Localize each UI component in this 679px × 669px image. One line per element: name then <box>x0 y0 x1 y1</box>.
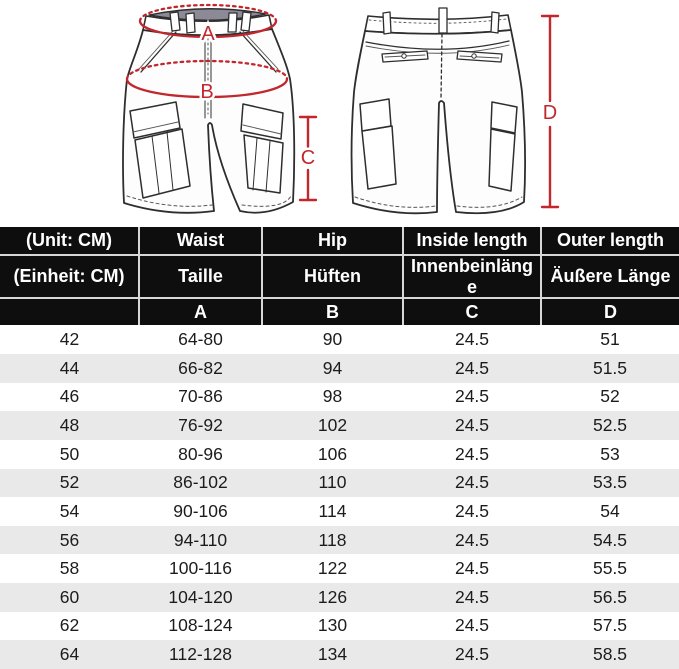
size-cell-size: 52 <box>59 472 80 493</box>
size-cell-outer-length: 51 <box>600 329 620 350</box>
size-cell-outer-length: 57.5 <box>592 615 628 636</box>
size-cell-outer-length: 53 <box>600 443 620 464</box>
size-cell-size: 58 <box>59 558 80 579</box>
size-cell-size: 50 <box>59 443 80 464</box>
size-cell-inside-length: 24.5 <box>454 644 490 665</box>
size-cell-outer-length: 51.5 <box>592 357 628 378</box>
size-cell-waist: 64-80 <box>178 329 223 350</box>
size-cell-size: 54 <box>59 500 80 521</box>
shorts-measurement-diagram <box>0 0 679 227</box>
size-cell-hip: 130 <box>317 615 348 636</box>
size-cell-inside-length: 24.5 <box>454 443 490 464</box>
header-row-english <box>0 227 679 255</box>
size-row-62 <box>0 612 679 641</box>
size-cell-waist: 80-96 <box>178 443 223 464</box>
size-row-64 <box>0 640 679 669</box>
size-cell-outer-length: 54 <box>600 500 620 521</box>
size-cell-hip: 106 <box>317 443 348 464</box>
size-row-44 <box>0 354 679 383</box>
size-cell-inside-length: 24.5 <box>454 500 490 521</box>
letter-cell-c: C <box>403 298 541 325</box>
outer-length-label-d: D <box>542 102 558 124</box>
letter-cell-empty <box>0 298 139 325</box>
size-cell-size: 64 <box>59 644 80 665</box>
size-cell-hip: 90 <box>322 329 343 350</box>
inside-length-label-c: C <box>300 147 316 169</box>
size-cell-waist: 76-92 <box>178 415 223 436</box>
size-row-46 <box>0 383 679 412</box>
size-cell-outer-length: 52.5 <box>592 415 628 436</box>
size-cell-hip: 94 <box>322 357 343 378</box>
size-cell-size: 46 <box>59 386 80 407</box>
size-cell-hip: 122 <box>317 558 348 579</box>
size-cell-size: 44 <box>59 357 80 378</box>
size-cell-waist: 70-86 <box>178 386 223 407</box>
size-cell-hip: 134 <box>317 644 348 665</box>
waist-label-a: A <box>201 23 215 45</box>
size-cell-hip: 98 <box>322 386 343 407</box>
col-header-hip-de: Hüften <box>262 255 403 298</box>
col-header-waist-de: Taille <box>139 255 262 298</box>
col-header-inside-length-de: Innenbeinlänge <box>403 255 541 298</box>
size-cell-outer-length: 55.5 <box>592 558 628 579</box>
size-cell-hip: 110 <box>318 472 347 493</box>
hip-label-b: B <box>200 81 214 103</box>
size-cell-outer-length: 53.5 <box>592 472 628 493</box>
col-header-waist-en: Waist <box>139 227 262 255</box>
size-cell-inside-length: 24.5 <box>454 357 490 378</box>
col-header-outer-length-de: Äußere Länge <box>541 255 679 298</box>
size-cell-inside-length: 24.5 <box>454 472 490 493</box>
size-cell-outer-length: 56.5 <box>592 586 628 607</box>
size-cell-hip: 102 <box>317 415 348 436</box>
size-row-58 <box>0 554 679 583</box>
size-cell-waist: 86-102 <box>173 472 228 493</box>
unit-label-de: (Einheit: CM) <box>0 255 139 298</box>
size-cell-size: 60 <box>59 586 80 607</box>
size-row-56 <box>0 526 679 555</box>
size-chart-table <box>0 227 679 669</box>
back-view-drawing <box>352 8 525 213</box>
header-row-german <box>0 255 679 298</box>
size-cell-waist: 66-82 <box>178 357 223 378</box>
size-cell-size: 62 <box>59 615 80 636</box>
size-cell-waist: 100-116 <box>169 558 232 579</box>
size-cell-inside-length: 24.5 <box>454 329 490 350</box>
size-cell-size: 48 <box>59 415 80 436</box>
letter-cell-b: B <box>262 298 403 325</box>
size-cell-waist: 112-128 <box>169 644 232 665</box>
table-body <box>0 325 679 669</box>
col-header-inside-length-en: Inside length <box>403 227 541 255</box>
size-cell-waist: 94-110 <box>173 529 228 550</box>
size-cell-outer-length: 52 <box>600 386 620 407</box>
size-row-48 <box>0 411 679 440</box>
size-cell-inside-length: 24.5 <box>454 615 490 636</box>
size-cell-waist: 104-120 <box>168 586 233 607</box>
table-header <box>0 227 679 325</box>
size-cell-hip: 114 <box>318 500 347 521</box>
letter-cell-d: D <box>541 298 679 325</box>
size-row-60 <box>0 583 679 612</box>
size-cell-inside-length: 24.5 <box>454 529 490 550</box>
size-cell-inside-length: 24.5 <box>454 586 490 607</box>
size-cell-outer-length: 54.5 <box>592 529 628 550</box>
header-row-letters <box>0 298 679 325</box>
size-cell-size: 42 <box>59 329 80 350</box>
col-header-outer-length-en: Outer length <box>541 227 679 255</box>
size-row-42 <box>0 325 679 354</box>
size-row-54 <box>0 497 679 526</box>
size-cell-inside-length: 24.5 <box>454 558 490 579</box>
unit-label-en: (Unit: CM) <box>0 227 139 255</box>
size-row-52 <box>0 469 679 498</box>
size-cell-waist: 90-106 <box>173 500 228 521</box>
size-cell-size: 56 <box>59 529 80 550</box>
size-row-50 <box>0 440 679 469</box>
size-cell-hip: 118 <box>318 529 347 550</box>
size-cell-inside-length: 24.5 <box>454 386 490 407</box>
size-cell-inside-length: 24.5 <box>454 415 490 436</box>
letter-cell-a: A <box>139 298 262 325</box>
col-header-hip-en: Hip <box>262 227 403 255</box>
size-cell-outer-length: 58.5 <box>592 644 628 665</box>
size-cell-waist: 108-124 <box>168 615 233 636</box>
size-cell-hip: 126 <box>317 586 348 607</box>
cargo-pocket-right <box>241 104 283 193</box>
